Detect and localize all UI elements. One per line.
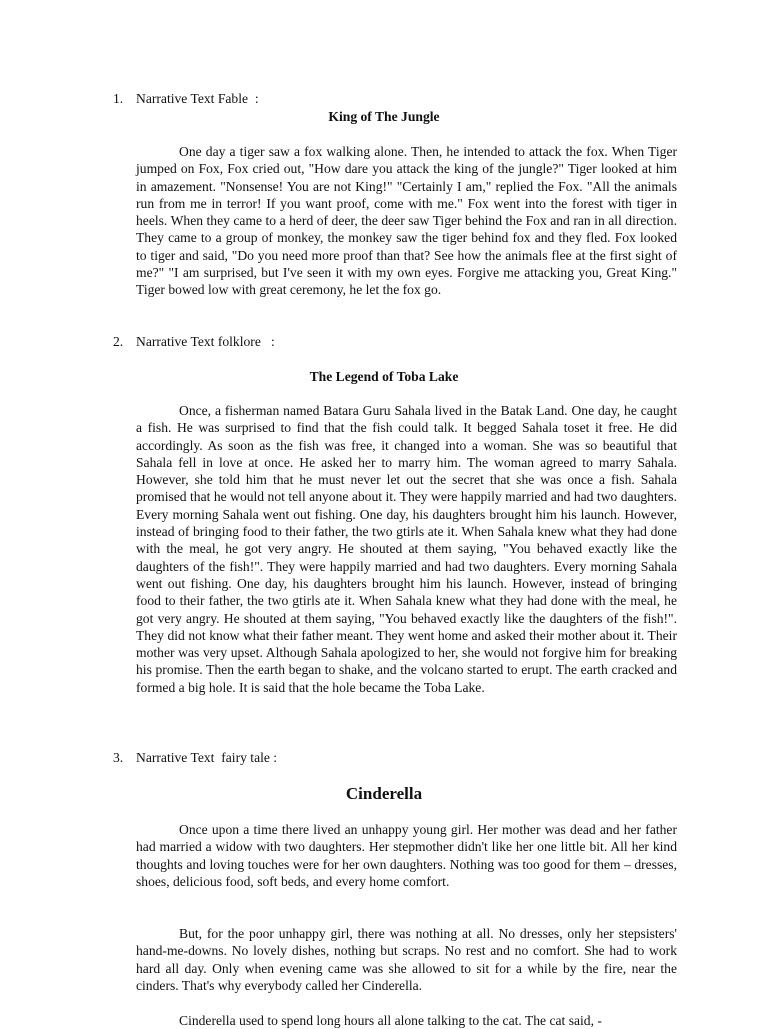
section-2-number: 2.: [113, 334, 124, 349]
section-3-paragraph-3: Cinderella used to spend long hours all alone talking to the cat. The cat said, -: [179, 1013, 602, 1028]
section-3-paragraph-1: Once upon a time there lived an unhappy young girl. Her mother was dead and her father had married a widow with two daughters. Her stepmother didn't like her one little bit. All her kind thoughts and loving touches were for her own daughters. Nothing was too good for them – dresses, shoes, delicious food, soft beds, and every home comfort.: [136, 822, 677, 889]
section-2-label: Narrative Text folklore :: [136, 334, 275, 349]
section-2-heading: [113, 333, 275, 350]
section-3-label: Narrative Text fairy tale :: [136, 750, 278, 765]
section-1-title: King of The Jungle: [328, 109, 440, 124]
section-3-heading: [113, 749, 277, 766]
section-1-label: Narrative Text Fable :: [136, 91, 259, 106]
section-2-title: The Legend of Toba Lake: [309, 369, 459, 384]
section-1-heading: [113, 90, 259, 107]
section-3-title: Cinderella: [345, 784, 423, 803]
section-1-number: 1.: [113, 91, 124, 106]
section-3-number: 3.: [113, 750, 124, 765]
section-1-paragraph-1: One day a tiger saw a fox walking alone. Then, he intended to attack the fox. When Tiger jumped on Fox, Fox cried out, "How dare you attack the king of the jungle?" Tiger looked at him in amazement. "Nonsense! You are not King!" "Certainly I am," replied the Fox. "All the animals run from me in terror! If you want proof, come with me." Fox went into the forest with tiger in heels. When they came to a herd of deer, the deer saw Tiger behind the Fox and ran in all direction. They came to a group of monkey, the monkey saw the tiger behind fox and they fled. Fox looked to tiger and said, "Do you need more proof than that? See how the animals flee at the first sight of me?" "I am surprised, but I've seen it with my own eyes. Forgive me attacking you, Great King." Tiger bowed low with great ceremony, he let the fox go.: [136, 144, 677, 298]
section-2-paragraph-1: Once, a fisherman named Batara Guru Sahala lived in the Batak Land. One day, he caught a fish. He was surprised to find that the fish could talk. It begged Sahala toset it free. He did accordingly. As soon as the fish was free, it changed into a woman. She was so beautiful that Sahala fell in love at once. He asked her to marry him. The woman agreed to marry Sahala. However, she told him that he must never let out the secret that she was once a fish. Sahala promised that he would not tell anyone about it. They were happily married and had two daughters. Every morning Sahala went out fishing. One day, his daughters brought him his launch. However, instead of bringing food to their father, the two gtirls ate it. When Sahala knew what they had done with the meal, he got very angry. He shouted at them saying, "You behaved exactly like the daughters of the fish!". They were happily married and had two daughters. Every morning Sahala went out fishing. One day, his daughters brought him his launch. However, instead of bringing food to their father, the two gtirls ate it. When Sahala knew what they had done with the meal, he got very angry. He shouted at them saying, "You behaved exactly like the daughters of the fish!". They did not know what their father meant. They went home and asked their mother about it. Their mother was very upset. Although Sahala apologized to her, she would not forgive him for breaking his promise. Then the earth began to shake, and the volcano started to erupt. The earth cracked and formed a big hole. It is said that the hole became the Toba Lake.: [136, 403, 677, 695]
section-3-paragraph-2: But, for the poor unhappy girl, there was nothing at all. No dresses, only her stepsisters' hand-me-downs. No lovely dishes, nothing but scraps. No rest and no comfort. She had to work hard all day. Only when evening came was she allowed to sit for a while by the fire, near the cinders. That's why everybody called her Cinderella.: [136, 926, 677, 993]
